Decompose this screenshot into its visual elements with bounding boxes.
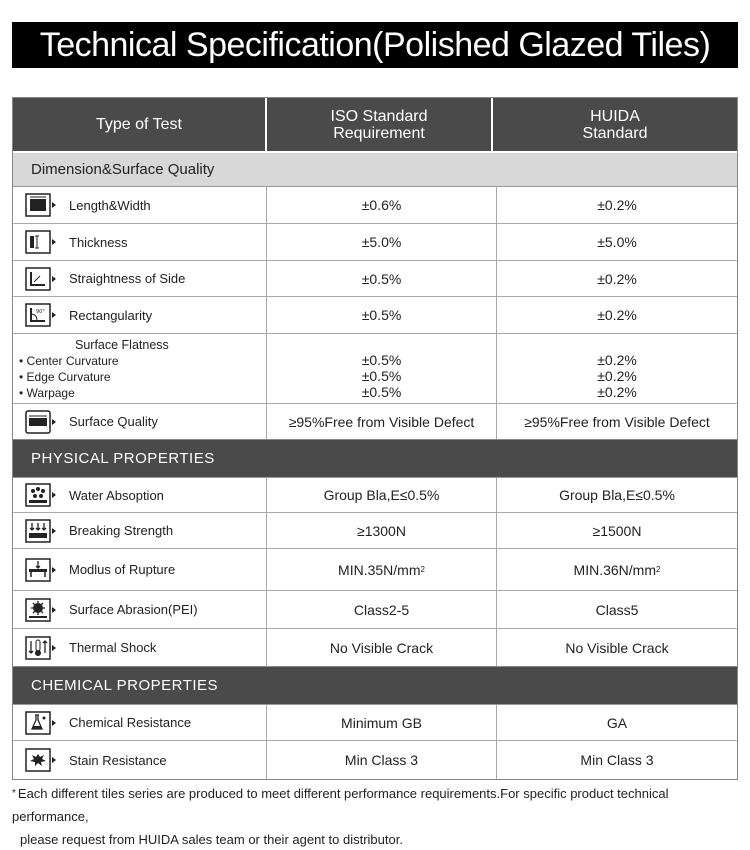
abrasion-icon [25,597,57,623]
table-row: Chemical Resistance Minimum GB GA [13,705,737,741]
water-drops-icon [25,482,57,508]
table-row: Breaking Strength ≥1300N ≥1500N [13,513,737,549]
table-row: Surface Quality ≥95%Free from Visible Defect ≥95%Free from Visible Defect [13,404,737,440]
table-row: Straightness of Side ±0.5% ±0.2% [13,261,737,297]
table-row: Stain Resistance Min Class 3 Min Class 3 [13,741,737,779]
table-row: Surface Flatness • Center Curvature • Edge Curvature • Warpage ±0.5% ±0.5% ±0.5% ±0.2% ±0.2% ±0.2% [13,334,737,404]
breaking-strength-icon [25,518,57,544]
svg-text:90°: 90° [36,309,45,315]
table-row: 90° Rectangularity ±0.5% ±0.2% [13,297,737,334]
footnote: * Each different tiles series are produced to meet different performance requirements.For specific product technical performance, please request from HUIDA sales team or their agent to distributor. [12,786,669,847]
table-row: Water Absoption Group Bla,E≤0.5% Group Bla,E≤0.5% [13,478,737,513]
table-row: Thickness ±5.0% ±5.0% [13,224,737,261]
table-row: Length&Width ±0.6% ±0.2% [13,187,737,224]
thickness-icon [25,229,57,255]
rectangularity-icon [25,302,57,328]
table-row: Thermal Shock No Visible Crack No Visible Crack [13,629,737,667]
header-type-of-test: Type of Test [13,98,267,151]
header-huida: HUIDA Standard [582,107,648,142]
section-chemical: CHEMICAL PROPERTIES [13,667,737,705]
section-physical: PHYSICAL PROPERTIES [13,440,737,478]
rupture-icon [25,557,57,583]
section-dimension: Dimension&Surface Quality [13,153,737,187]
page-title: Technical Specification(Polished Glazed Tiles) [12,22,738,68]
spec-table [12,97,738,780]
chemical-flask-icon [25,710,57,736]
surface-quality-icon [25,409,57,435]
straightness-icon [25,266,57,292]
length-width-icon [25,192,57,218]
thermal-shock-icon [25,635,57,661]
header-iso: ISO Standard Requirement [267,98,493,151]
table-row: Modlus of Rupture MIN.35N/mm 2 MIN.36N/mm 2 [13,549,737,591]
table-row: Surface Abrasion(PEI) Class2-5 Class5 [13,591,737,629]
stain-splash-icon [25,747,57,773]
table-header [13,98,737,153]
